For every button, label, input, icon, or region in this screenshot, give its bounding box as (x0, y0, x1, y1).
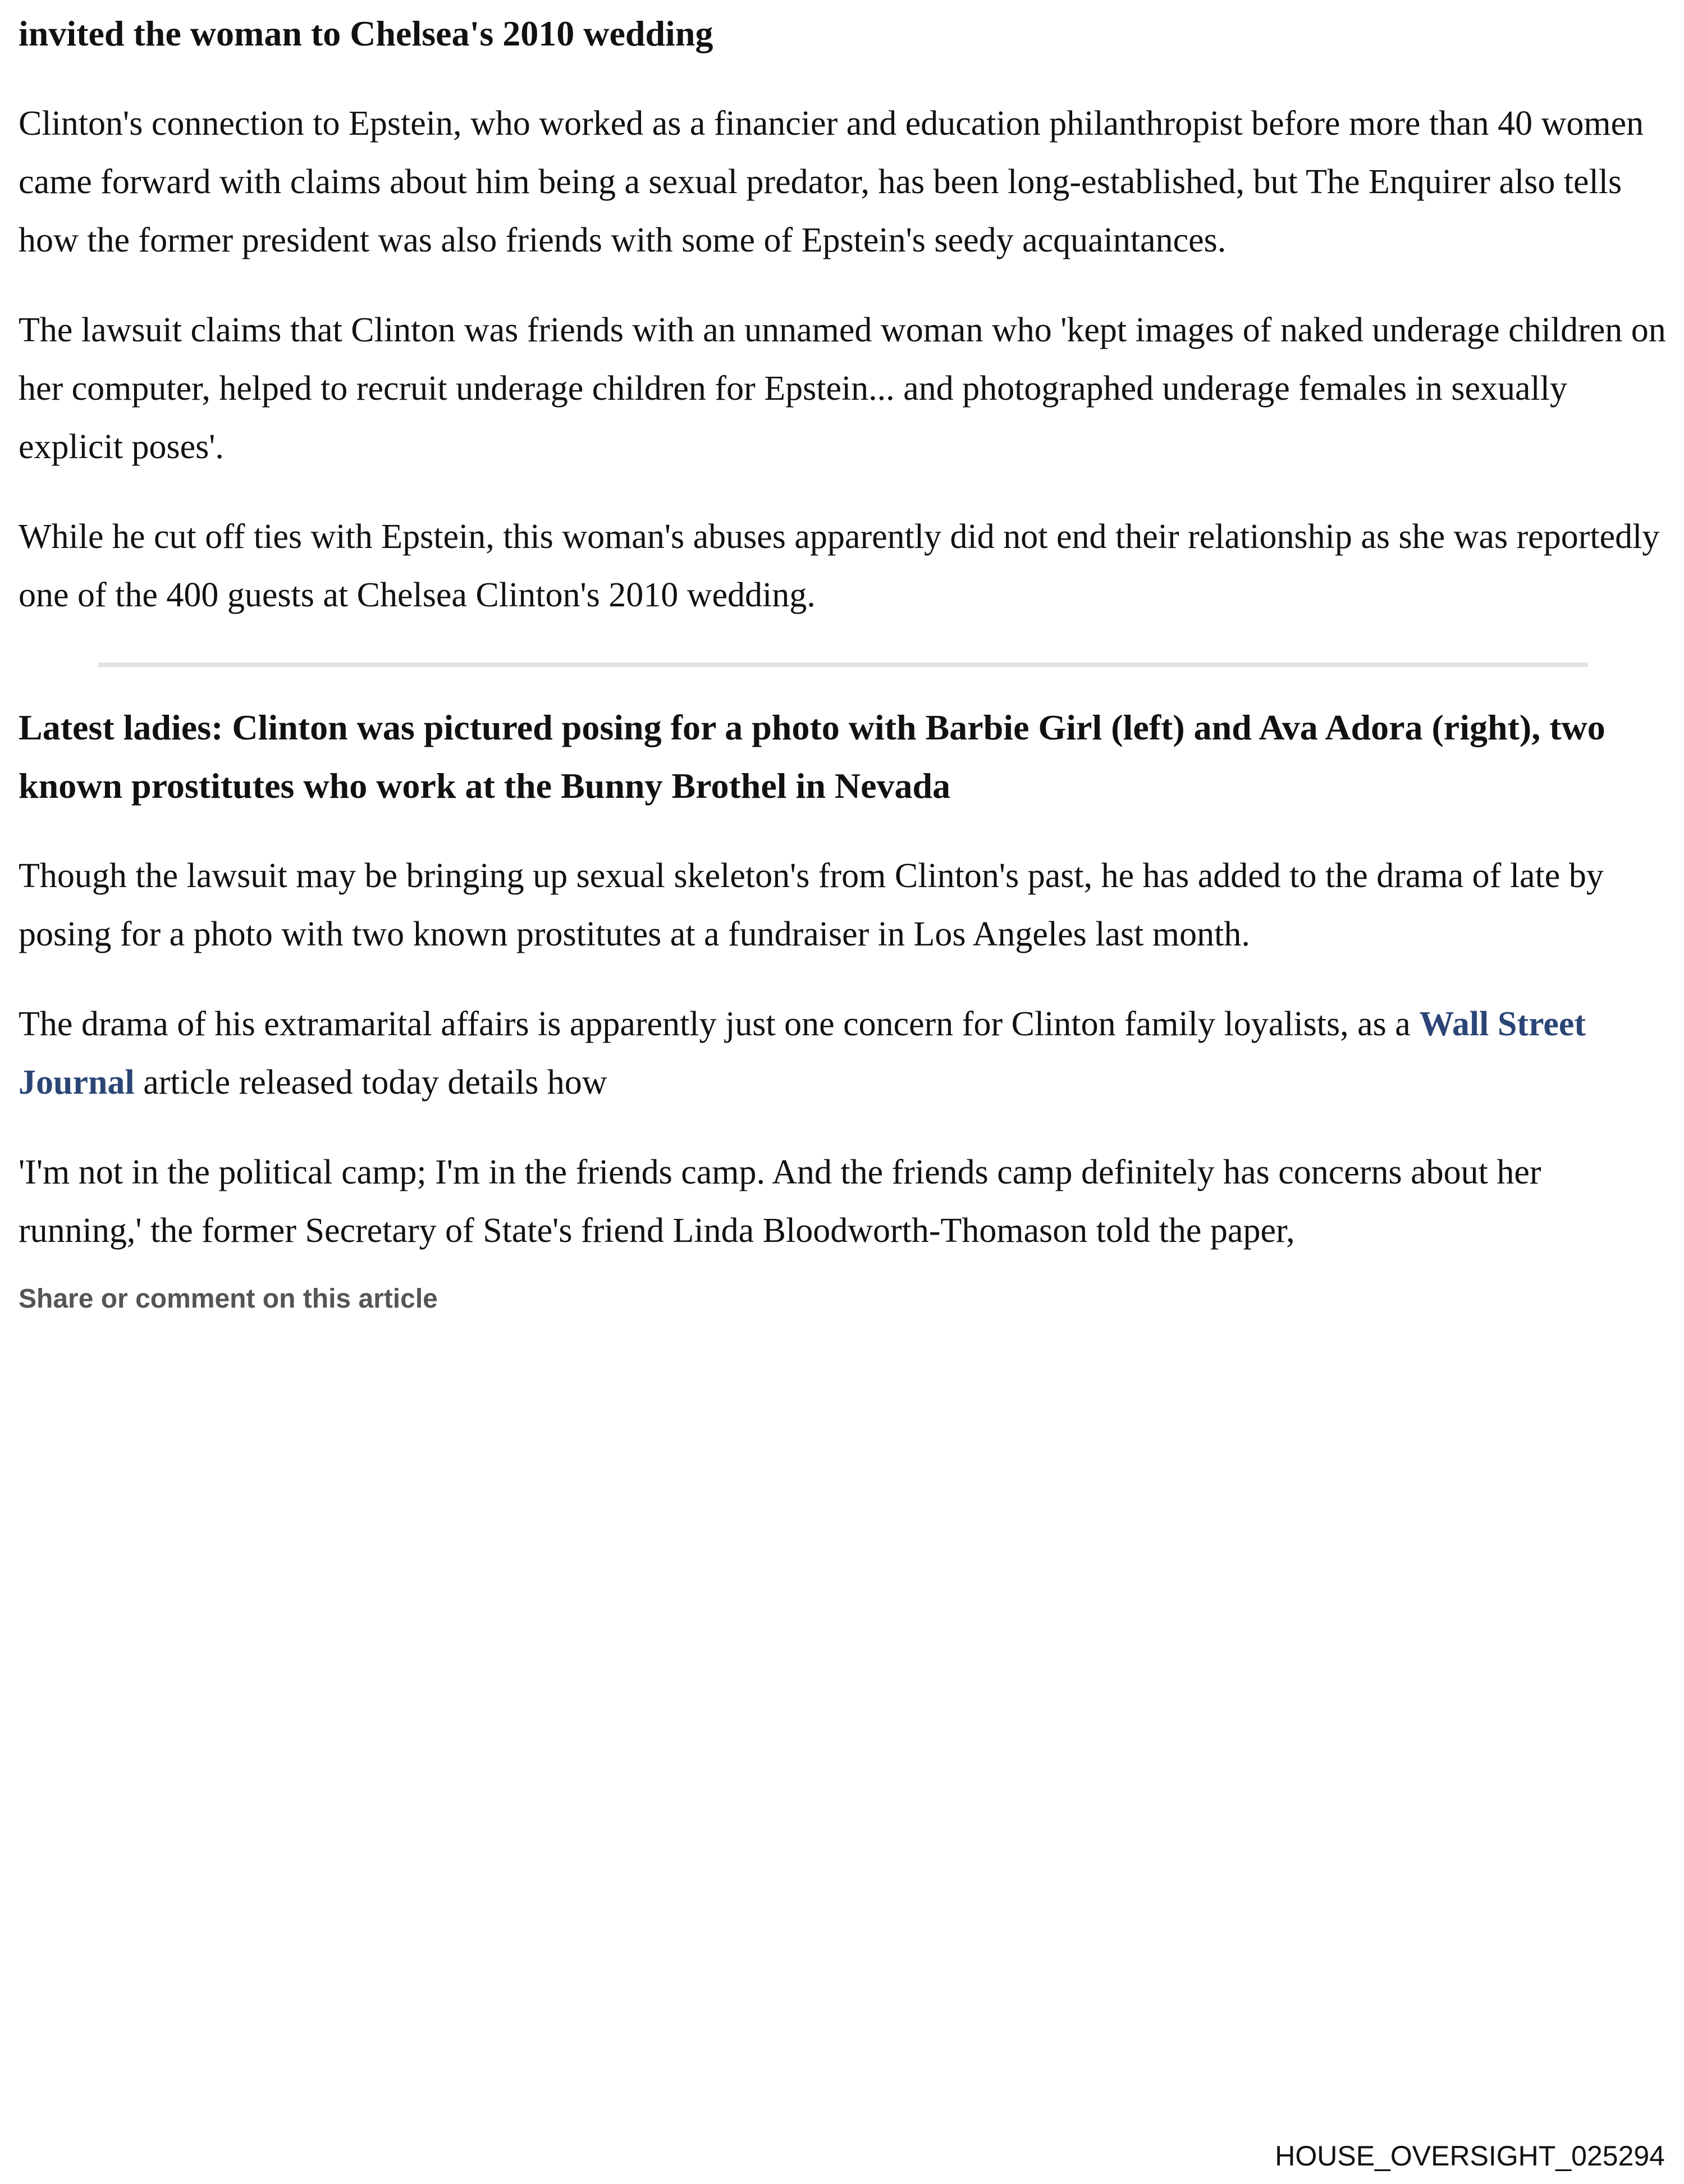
image-caption: Latest ladies: Clinton was pictured posing for a photo with Barbie Girl (left) and Ava Adora (right), two known prostitutes who work at the Bunny Brothel in Nevada (19, 707, 1605, 806)
image-caption-top: invited the woman to Chelsea's 2010 wedding (19, 13, 713, 53)
section-divider (98, 662, 1588, 667)
wsj-text-after: article released today details how (134, 1063, 607, 1102)
paragraph-quote: 'I'm not in the political camp; I'm in the friends camp. And the friends camp definitely has concerns about her running,' the former Secretary of State's friend Linda Bloodworth-Thomason told the paper, (19, 1153, 1541, 1250)
paragraph-wsj (19, 995, 1669, 1112)
paragraph-fundraiser-photo: Though the lawsuit may be bringing up sexual skeleton's from Clinton's past, he has added to the drama of late by posing for a photo with two known prostitutes at a fundraiser in Los Angeles last month. (19, 857, 1604, 953)
paragraph-wedding-guest: While he cut off ties with Epstein, this woman's abuses apparently did not end their relationship as she was reportedly one of the 400 guests at Chelsea Clinton's 2010 wedding. (19, 518, 1660, 614)
wsj-text-before: The drama of his extramarital affairs is apparently just one concern for Clinton family loyalists, as a (19, 1005, 1420, 1043)
paragraph-epstein-connection: Clinton's connection to Epstein, who worked as a financier and education philanthropist before more than 40 women came forward with claims about him being a sexual predator, has been long-established, but The Enquirer also tells how the former president was also friends with some of Epstein's seedy acquaintances. (19, 104, 1644, 259)
article-body (19, 0, 1669, 1322)
paragraph-lawsuit-claims: The lawsuit claims that Clinton was friends with an unnamed woman who 'kept images of naked underage children on her computer, helped to recruit underage children for Epstein... and photographed underage females in sexually explicit poses'. (19, 311, 1666, 466)
document-id-stamp: HOUSE_OVERSIGHT_025294 (1275, 2140, 1665, 2172)
share-comment-link[interactable]: Share or comment on this article (19, 1284, 438, 1314)
wall-street-journal-link[interactable]: Wall Street Journal (19, 1005, 1586, 1102)
